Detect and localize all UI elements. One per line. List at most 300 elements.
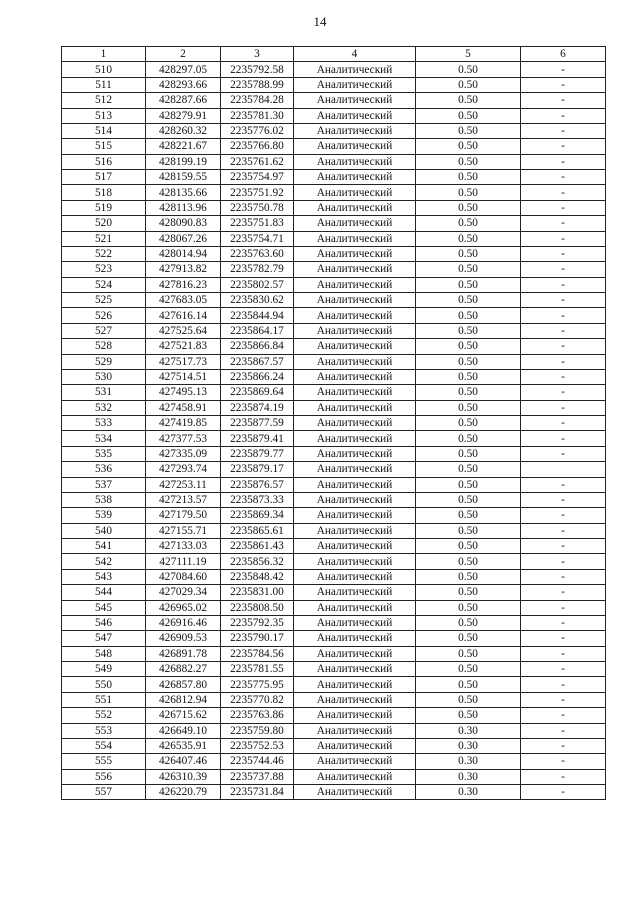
method-cell: Аналитический [294, 692, 416, 707]
x-coordinate-cell: 427084.60 [146, 569, 221, 584]
x-coordinate-cell: 427683.05 [146, 293, 221, 308]
point-number-cell: 519 [62, 200, 146, 215]
point-number-cell: 552 [62, 708, 146, 723]
method-cell: Аналитический [294, 216, 416, 231]
point-number-cell: 557 [62, 785, 146, 800]
y-coordinate-cell: 2235754.71 [221, 231, 294, 246]
accuracy-cell: 0.30 [416, 769, 521, 784]
table-row [62, 123, 606, 138]
point-number-cell: 548 [62, 646, 146, 661]
note-cell: - [521, 170, 606, 185]
table-row [62, 738, 606, 753]
y-coordinate-cell: 2235861.43 [221, 539, 294, 554]
x-coordinate-cell: 426857.80 [146, 677, 221, 692]
point-number-cell: 513 [62, 108, 146, 123]
method-cell: Аналитический [294, 93, 416, 108]
method-cell: Аналитический [294, 646, 416, 661]
note-cell: - [521, 431, 606, 446]
method-cell: Аналитический [294, 492, 416, 507]
header-cell: 1 [62, 47, 146, 62]
accuracy-cell: 0.50 [416, 108, 521, 123]
accuracy-cell: 0.50 [416, 523, 521, 538]
note-cell: - [521, 554, 606, 569]
note-cell: - [521, 400, 606, 415]
table-row [62, 569, 606, 584]
note-cell: - [521, 446, 606, 461]
point-number-cell: 535 [62, 446, 146, 461]
header-cell: 3 [221, 47, 294, 62]
method-cell: Аналитический [294, 185, 416, 200]
table-row [62, 216, 606, 231]
x-coordinate-cell: 426891.78 [146, 646, 221, 661]
y-coordinate-cell: 2235763.86 [221, 708, 294, 723]
table-row [62, 323, 606, 338]
point-number-cell: 525 [62, 293, 146, 308]
table-row [62, 369, 606, 384]
table-row [62, 277, 606, 292]
table-row [62, 662, 606, 677]
table-row [62, 154, 606, 169]
x-coordinate-cell: 428287.66 [146, 93, 221, 108]
y-coordinate-cell: 2235790.17 [221, 631, 294, 646]
point-number-cell: 514 [62, 123, 146, 138]
table-header [62, 47, 606, 62]
note-cell: - [521, 108, 606, 123]
y-coordinate-cell: 2235865.61 [221, 523, 294, 538]
note-cell: - [521, 323, 606, 338]
y-coordinate-cell: 2235792.58 [221, 62, 294, 77]
note-cell: - [521, 769, 606, 784]
table-row [62, 646, 606, 661]
method-cell: Аналитический [294, 385, 416, 400]
method-cell: Аналитический [294, 446, 416, 461]
note-cell: - [521, 77, 606, 92]
point-number-cell: 545 [62, 600, 146, 615]
x-coordinate-cell: 427419.85 [146, 416, 221, 431]
accuracy-cell: 0.30 [416, 785, 521, 800]
table-row [62, 339, 606, 354]
x-coordinate-cell: 426715.62 [146, 708, 221, 723]
header-row [62, 47, 606, 62]
point-number-cell: 517 [62, 170, 146, 185]
method-cell: Аналитический [294, 200, 416, 215]
x-coordinate-cell: 426812.94 [146, 692, 221, 707]
table-row [62, 523, 606, 538]
method-cell: Аналитический [294, 308, 416, 323]
table-row [62, 385, 606, 400]
point-number-cell: 544 [62, 585, 146, 600]
y-coordinate-cell: 2235879.77 [221, 446, 294, 461]
accuracy-cell: 0.50 [416, 385, 521, 400]
point-number-cell: 526 [62, 308, 146, 323]
y-coordinate-cell: 2235766.80 [221, 139, 294, 154]
note-cell: - [521, 662, 606, 677]
y-coordinate-cell: 2235856.32 [221, 554, 294, 569]
accuracy-cell: 0.50 [416, 62, 521, 77]
x-coordinate-cell: 428090.83 [146, 216, 221, 231]
table-row [62, 462, 606, 477]
note-cell: - [521, 62, 606, 77]
x-coordinate-cell: 427525.64 [146, 323, 221, 338]
point-number-cell: 543 [62, 569, 146, 584]
x-coordinate-cell: 427913.82 [146, 262, 221, 277]
note-cell: - [521, 738, 606, 753]
method-cell: Аналитический [294, 431, 416, 446]
accuracy-cell: 0.50 [416, 308, 521, 323]
y-coordinate-cell: 2235751.83 [221, 216, 294, 231]
y-coordinate-cell: 2235754.97 [221, 170, 294, 185]
accuracy-cell: 0.50 [416, 123, 521, 138]
accuracy-cell: 0.50 [416, 677, 521, 692]
method-cell: Аналитический [294, 554, 416, 569]
x-coordinate-cell: 427179.50 [146, 508, 221, 523]
note-cell: - [521, 354, 606, 369]
accuracy-cell: 0.50 [416, 708, 521, 723]
note-cell: - [521, 246, 606, 261]
x-coordinate-cell: 427521.83 [146, 339, 221, 354]
x-coordinate-cell: 426649.10 [146, 723, 221, 738]
point-number-cell: 524 [62, 277, 146, 292]
method-cell: Аналитический [294, 723, 416, 738]
table-row [62, 508, 606, 523]
table-row [62, 200, 606, 215]
method-cell: Аналитический [294, 246, 416, 261]
table-row [62, 631, 606, 646]
method-cell: Аналитический [294, 277, 416, 292]
accuracy-cell: 0.50 [416, 554, 521, 569]
table-row [62, 769, 606, 784]
method-cell: Аналитический [294, 62, 416, 77]
table-row [62, 554, 606, 569]
y-coordinate-cell: 2235731.84 [221, 785, 294, 800]
table-row [62, 446, 606, 461]
method-cell: Аналитический [294, 123, 416, 138]
y-coordinate-cell: 2235879.41 [221, 431, 294, 446]
y-coordinate-cell: 2235775.95 [221, 677, 294, 692]
accuracy-cell: 0.50 [416, 185, 521, 200]
point-number-cell: 528 [62, 339, 146, 354]
method-cell: Аналитический [294, 677, 416, 692]
x-coordinate-cell: 427458.91 [146, 400, 221, 415]
x-coordinate-cell: 427495.13 [146, 385, 221, 400]
table-row [62, 293, 606, 308]
method-cell: Аналитический [294, 139, 416, 154]
x-coordinate-cell: 426407.46 [146, 754, 221, 769]
method-cell: Аналитический [294, 600, 416, 615]
method-cell: Аналитический [294, 262, 416, 277]
note-cell: - [521, 216, 606, 231]
point-number-cell: 553 [62, 723, 146, 738]
method-cell: Аналитический [294, 154, 416, 169]
x-coordinate-cell: 427111.19 [146, 554, 221, 569]
x-coordinate-cell: 427293.74 [146, 462, 221, 477]
table-row [62, 246, 606, 261]
table-row [62, 585, 606, 600]
x-coordinate-cell: 427517.73 [146, 354, 221, 369]
table-row [62, 170, 606, 185]
x-coordinate-cell: 426916.46 [146, 615, 221, 630]
table-row [62, 539, 606, 554]
point-number-cell: 511 [62, 77, 146, 92]
x-coordinate-cell: 427514.51 [146, 369, 221, 384]
accuracy-cell: 0.50 [416, 508, 521, 523]
header-cell: 6 [521, 47, 606, 62]
method-cell: Аналитический [294, 323, 416, 338]
table-row [62, 431, 606, 446]
point-number-cell: 532 [62, 400, 146, 415]
note-cell: - [521, 539, 606, 554]
page-number: 14 [313, 14, 327, 29]
point-number-cell: 529 [62, 354, 146, 369]
point-number-cell: 536 [62, 462, 146, 477]
table-row [62, 492, 606, 507]
method-cell: Аналитический [294, 354, 416, 369]
x-coordinate-cell: 427335.09 [146, 446, 221, 461]
x-coordinate-cell: 426310.39 [146, 769, 221, 784]
x-coordinate-cell: 427377.53 [146, 431, 221, 446]
point-number-cell: 510 [62, 62, 146, 77]
method-cell: Аналитический [294, 569, 416, 584]
point-number-cell: 540 [62, 523, 146, 538]
table-row [62, 308, 606, 323]
method-cell: Аналитический [294, 585, 416, 600]
header-cell: 4 [294, 47, 416, 62]
y-coordinate-cell: 2235848.42 [221, 569, 294, 584]
point-number-cell: 521 [62, 231, 146, 246]
point-number-cell: 518 [62, 185, 146, 200]
y-coordinate-cell: 2235784.28 [221, 93, 294, 108]
x-coordinate-cell: 427133.03 [146, 539, 221, 554]
accuracy-cell: 0.50 [416, 154, 521, 169]
point-number-cell: 551 [62, 692, 146, 707]
note-cell: - [521, 308, 606, 323]
table-row [62, 262, 606, 277]
point-number-cell: 547 [62, 631, 146, 646]
method-cell: Аналитический [294, 170, 416, 185]
point-number-cell: 515 [62, 139, 146, 154]
y-coordinate-cell: 2235781.30 [221, 108, 294, 123]
accuracy-cell: 0.50 [416, 170, 521, 185]
method-cell: Аналитический [294, 339, 416, 354]
table-row [62, 400, 606, 415]
point-number-cell: 537 [62, 477, 146, 492]
accuracy-cell: 0.50 [416, 277, 521, 292]
y-coordinate-cell: 2235869.34 [221, 508, 294, 523]
table-row [62, 708, 606, 723]
method-cell: Аналитический [294, 631, 416, 646]
point-number-cell: 549 [62, 662, 146, 677]
x-coordinate-cell: 428067.26 [146, 231, 221, 246]
accuracy-cell: 0.50 [416, 216, 521, 231]
y-coordinate-cell: 2235737.88 [221, 769, 294, 784]
point-number-cell: 554 [62, 738, 146, 753]
header-cell: 2 [146, 47, 221, 62]
method-cell: Аналитический [294, 523, 416, 538]
point-number-cell: 522 [62, 246, 146, 261]
accuracy-cell: 0.50 [416, 615, 521, 630]
note-cell: - [521, 723, 606, 738]
x-coordinate-cell: 427616.14 [146, 308, 221, 323]
x-coordinate-cell: 426965.02 [146, 600, 221, 615]
x-coordinate-cell: 428135.66 [146, 185, 221, 200]
accuracy-cell: 0.50 [416, 662, 521, 677]
point-number-cell: 534 [62, 431, 146, 446]
x-coordinate-cell: 426882.27 [146, 662, 221, 677]
method-cell: Аналитический [294, 293, 416, 308]
y-coordinate-cell: 2235763.60 [221, 246, 294, 261]
table-row [62, 139, 606, 154]
method-cell: Аналитический [294, 108, 416, 123]
note-cell: - [521, 477, 606, 492]
point-number-cell: 520 [62, 216, 146, 231]
accuracy-cell: 0.50 [416, 200, 521, 215]
y-coordinate-cell: 2235784.56 [221, 646, 294, 661]
note-cell: - [521, 492, 606, 507]
table-row [62, 677, 606, 692]
y-coordinate-cell: 2235866.84 [221, 339, 294, 354]
accuracy-cell: 0.50 [416, 492, 521, 507]
x-coordinate-cell: 426220.79 [146, 785, 221, 800]
accuracy-cell: 0.50 [416, 400, 521, 415]
method-cell: Аналитический [294, 231, 416, 246]
note-cell: - [521, 185, 606, 200]
header-cell: 5 [416, 47, 521, 62]
table-row [62, 615, 606, 630]
method-cell: Аналитический [294, 708, 416, 723]
x-coordinate-cell: 427029.34 [146, 585, 221, 600]
accuracy-cell: 0.50 [416, 631, 521, 646]
note-cell: - [521, 277, 606, 292]
accuracy-cell: 0.50 [416, 600, 521, 615]
x-coordinate-cell: 428014.94 [146, 246, 221, 261]
note-cell: - [521, 231, 606, 246]
x-coordinate-cell: 427816.23 [146, 277, 221, 292]
note-cell: - [521, 154, 606, 169]
method-cell: Аналитический [294, 539, 416, 554]
y-coordinate-cell: 2235752.53 [221, 738, 294, 753]
note-cell: - [521, 385, 606, 400]
note-cell: - [521, 615, 606, 630]
method-cell: Аналитический [294, 508, 416, 523]
accuracy-cell: 0.50 [416, 431, 521, 446]
y-coordinate-cell: 2235776.02 [221, 123, 294, 138]
x-coordinate-cell: 426909.53 [146, 631, 221, 646]
point-number-cell: 531 [62, 385, 146, 400]
method-cell: Аналитический [294, 477, 416, 492]
y-coordinate-cell: 2235869.64 [221, 385, 294, 400]
method-cell: Аналитический [294, 400, 416, 415]
x-coordinate-cell: 427155.71 [146, 523, 221, 538]
y-coordinate-cell: 2235876.57 [221, 477, 294, 492]
y-coordinate-cell: 2235864.17 [221, 323, 294, 338]
table-row [62, 354, 606, 369]
note-cell: - [521, 200, 606, 215]
table-row [62, 600, 606, 615]
y-coordinate-cell: 2235759.80 [221, 723, 294, 738]
x-coordinate-cell: 428293.66 [146, 77, 221, 92]
note-cell: - [521, 523, 606, 538]
x-coordinate-cell: 428159.55 [146, 170, 221, 185]
coordinates-table [61, 46, 606, 800]
table-row [62, 692, 606, 707]
method-cell: Аналитический [294, 77, 416, 92]
method-cell: Аналитический [294, 615, 416, 630]
note-cell: - [521, 293, 606, 308]
accuracy-cell: 0.50 [416, 462, 521, 477]
note-cell: - [521, 646, 606, 661]
accuracy-cell: 0.50 [416, 139, 521, 154]
y-coordinate-cell: 2235830.62 [221, 293, 294, 308]
accuracy-cell: 0.50 [416, 323, 521, 338]
table-row [62, 231, 606, 246]
note-cell: - [521, 569, 606, 584]
x-coordinate-cell: 428260.32 [146, 123, 221, 138]
accuracy-cell: 0.50 [416, 77, 521, 92]
note-cell: - [521, 708, 606, 723]
y-coordinate-cell: 2235770.82 [221, 692, 294, 707]
accuracy-cell: 0.50 [416, 293, 521, 308]
table-row [62, 62, 606, 77]
y-coordinate-cell: 2235751.92 [221, 185, 294, 200]
method-cell: Аналитический [294, 462, 416, 477]
accuracy-cell: 0.50 [416, 692, 521, 707]
y-coordinate-cell: 2235877.59 [221, 416, 294, 431]
accuracy-cell: 0.50 [416, 569, 521, 584]
note-cell: - [521, 416, 606, 431]
note-cell: - [521, 139, 606, 154]
accuracy-cell: 0.50 [416, 262, 521, 277]
point-number-cell: 539 [62, 508, 146, 523]
accuracy-cell: 0.50 [416, 93, 521, 108]
note-cell: - [521, 123, 606, 138]
x-coordinate-cell: 428113.96 [146, 200, 221, 215]
table-row [62, 185, 606, 200]
note-cell: - [521, 339, 606, 354]
note-cell: - [521, 600, 606, 615]
x-coordinate-cell: 426535.91 [146, 738, 221, 753]
y-coordinate-cell: 2235781.55 [221, 662, 294, 677]
y-coordinate-cell: 2235873.33 [221, 492, 294, 507]
point-number-cell: 542 [62, 554, 146, 569]
point-number-cell: 538 [62, 492, 146, 507]
y-coordinate-cell: 2235831.00 [221, 585, 294, 600]
method-cell: Аналитический [294, 769, 416, 784]
point-number-cell: 527 [62, 323, 146, 338]
method-cell: Аналитический [294, 754, 416, 769]
x-coordinate-cell: 427213.57 [146, 492, 221, 507]
point-number-cell: 516 [62, 154, 146, 169]
table-row [62, 723, 606, 738]
accuracy-cell: 0.30 [416, 723, 521, 738]
method-cell: Аналитический [294, 369, 416, 384]
accuracy-cell: 0.30 [416, 738, 521, 753]
note-cell [521, 462, 606, 477]
x-coordinate-cell: 428279.91 [146, 108, 221, 123]
table-row [62, 416, 606, 431]
table-row [62, 93, 606, 108]
y-coordinate-cell: 2235879.17 [221, 462, 294, 477]
y-coordinate-cell: 2235761.62 [221, 154, 294, 169]
point-number-cell: 512 [62, 93, 146, 108]
table-row [62, 77, 606, 92]
accuracy-cell: 0.50 [416, 539, 521, 554]
point-number-cell: 556 [62, 769, 146, 784]
accuracy-cell: 0.50 [416, 585, 521, 600]
table-row [62, 477, 606, 492]
accuracy-cell: 0.30 [416, 754, 521, 769]
note-cell: - [521, 677, 606, 692]
accuracy-cell: 0.50 [416, 339, 521, 354]
